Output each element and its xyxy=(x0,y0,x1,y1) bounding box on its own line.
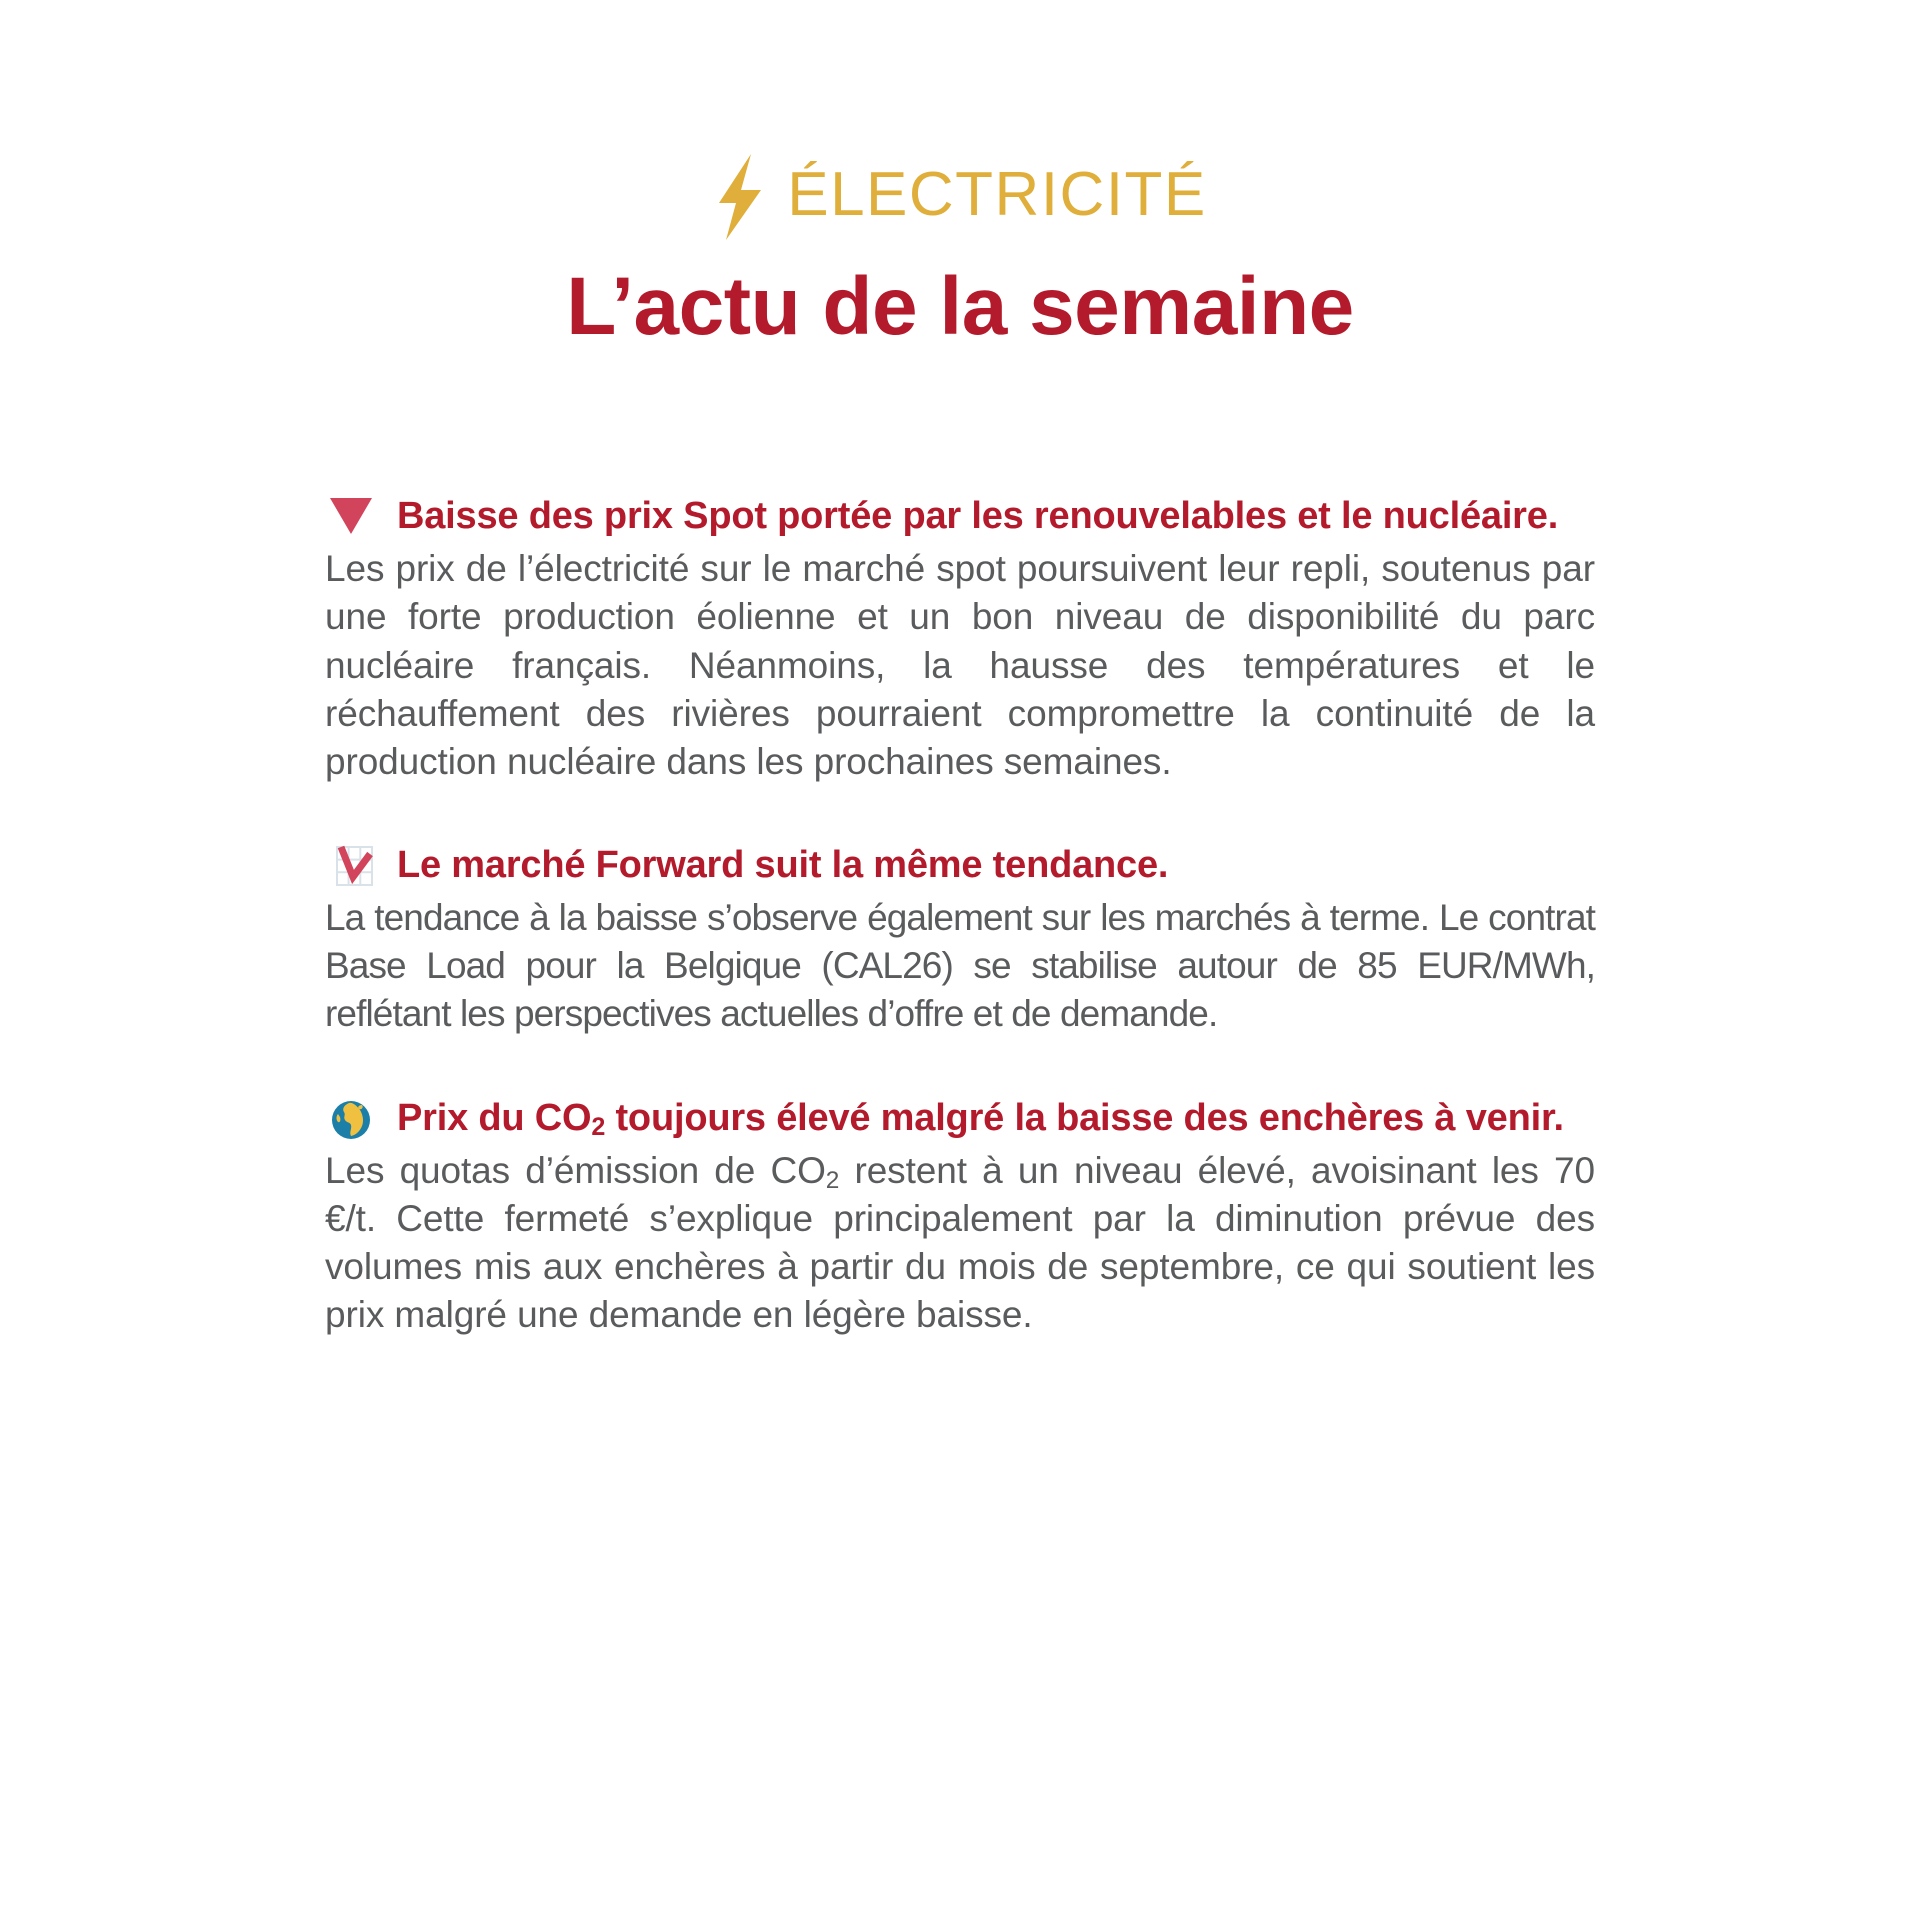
section-body-text: La tendance à la baisse s’observe également sur les marchés à terme. Le contrat Base Load pour la Belgique (CAL26) se stabilise autour de 85 EUR/MWh, reflétant les perspectives actuelles d’offre et de demande. xyxy=(325,897,1595,1035)
kicker-row xyxy=(0,150,1920,240)
body-co2-prefix: Les quotas d’émission de CO xyxy=(325,1149,826,1191)
section-body-text xyxy=(325,1147,1595,1339)
body-co2-suffix: restent à un niveau élevé, avoisinant les 70 €/t. Cette fermeté s’explique principalement par la diminution prévue des volumes mis aux enchères à partir du mois de septembre, ce qui soutient les prix malgré une demande en légère baisse. xyxy=(325,1149,1595,1336)
section-body-text: Les prix de l’électricité sur le marché spot poursuivent leur repli, soutenus par une forte production éolienne et un bon niveau de disponibilité du parc nucléaire français. Néanmoins, la hausse des températures et le réchauffement des rivières pourraient compromettre la continuité de la production nucléaire dans les prochaines semaines. xyxy=(325,548,1595,782)
article-body xyxy=(325,405,1595,1339)
section-heading-text: Baisse des prix Spot portée par les renouvelables et le nucléaire. xyxy=(397,495,1559,538)
section-heading xyxy=(325,1095,1595,1141)
section-forward-market xyxy=(325,842,1595,1039)
down-triangle-icon xyxy=(325,495,377,541)
page-header xyxy=(0,0,1920,350)
heading-co2-prefix: Prix du CO xyxy=(397,1096,592,1139)
section-heading-text: Le marché Forward suit la même tendance. xyxy=(397,843,1169,886)
chart-decreasing-icon xyxy=(325,844,377,890)
section-heading xyxy=(325,842,1595,888)
body-co2-subscript: 2 xyxy=(825,1167,840,1195)
heading-co2-suffix: toujours élevé malgré la baisse des enchères à venir. xyxy=(605,1096,1564,1139)
section-heading-text xyxy=(397,1096,1564,1142)
lightning-bolt-icon xyxy=(713,154,765,240)
kicker-label: ÉLECTRICITÉ xyxy=(787,160,1207,229)
globe-europe-africa-icon xyxy=(325,1097,377,1143)
section-co2-price xyxy=(325,1095,1595,1340)
section-spot-prices xyxy=(325,493,1595,786)
section-heading xyxy=(325,493,1595,539)
heading-co2-subscript: 2 xyxy=(591,1113,606,1142)
page-title: L’actu de la semaine xyxy=(566,261,1354,352)
